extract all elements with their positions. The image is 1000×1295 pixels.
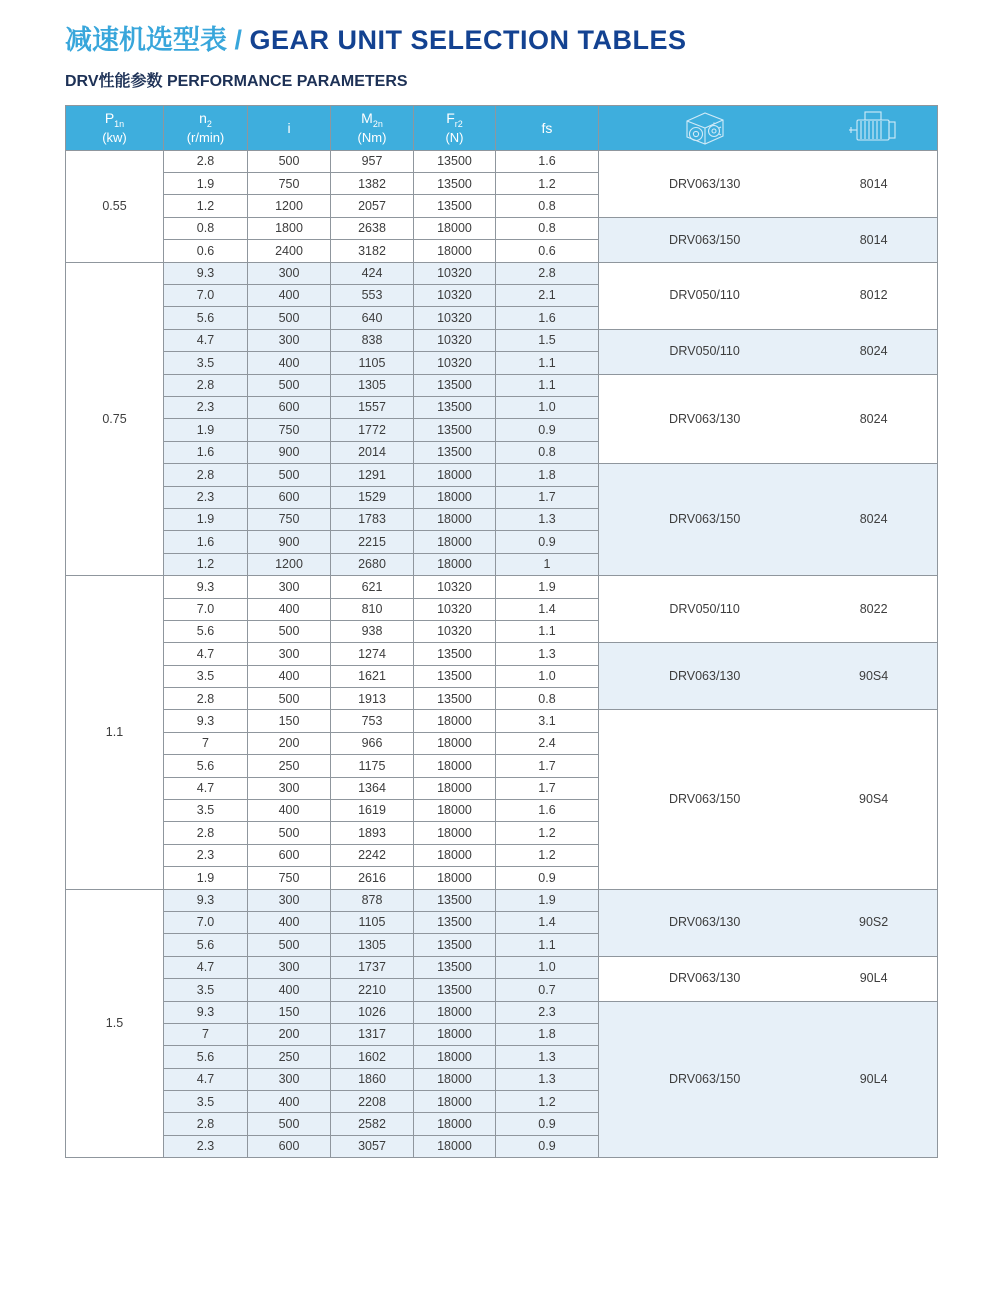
torque-cell: 938 (331, 620, 414, 642)
fs-cell: 2.4 (496, 732, 599, 754)
n2-cell: 2.3 (164, 486, 248, 508)
ratio-cell: 750 (248, 867, 331, 889)
fs-cell: 1.8 (496, 1023, 599, 1045)
n2-cell: 1.9 (164, 867, 248, 889)
force-cell: 18000 (414, 867, 496, 889)
fs-cell: 0.6 (496, 240, 599, 262)
torque-cell: 810 (331, 598, 414, 620)
force-cell: 13500 (414, 889, 496, 911)
torque-cell: 3182 (331, 240, 414, 262)
motor-size: 8014 (859, 232, 888, 247)
ratio-cell: 1200 (248, 553, 331, 575)
n2-cell: 1.6 (164, 441, 248, 463)
torque-cell: 1364 (331, 777, 414, 799)
motor-size: 8024 (859, 344, 888, 359)
fs-cell: 0.7 (496, 979, 599, 1001)
unit-selection-cell (599, 217, 938, 262)
ratio-cell: 900 (248, 441, 331, 463)
torque-cell: 1529 (331, 486, 414, 508)
force-cell: 18000 (414, 1135, 496, 1157)
force-cell: 10320 (414, 262, 496, 284)
unit-selection-cell (599, 889, 938, 956)
ratio-cell: 300 (248, 643, 331, 665)
force-cell: 13500 (414, 934, 496, 956)
ratio-cell: 400 (248, 979, 331, 1001)
force-cell: 13500 (414, 150, 496, 172)
gear-model: DRV050/110 (669, 601, 740, 616)
gear-selection-table (65, 105, 938, 1159)
ratio-cell: 300 (248, 576, 331, 598)
force-cell: 18000 (414, 844, 496, 866)
fs-cell: 1.4 (496, 598, 599, 620)
torque-cell: 2680 (331, 553, 414, 575)
torque-cell: 2210 (331, 979, 414, 1001)
n2-cell: 2.8 (164, 688, 248, 710)
force-cell: 13500 (414, 665, 496, 687)
fs-cell: 0.9 (496, 1135, 599, 1157)
motor-size: 90L4 (859, 1072, 888, 1087)
header-row (66, 105, 938, 150)
fs-cell: 0.9 (496, 531, 599, 553)
torque-cell: 2215 (331, 531, 414, 553)
torque-cell: 621 (331, 576, 414, 598)
n2-cell: 5.6 (164, 755, 248, 777)
fs-cell: 1.1 (496, 374, 599, 396)
ratio-cell: 500 (248, 464, 331, 486)
n2-cell: 9.3 (164, 710, 248, 732)
fs-cell: 1.7 (496, 486, 599, 508)
force-cell: 13500 (414, 441, 496, 463)
gear-model: DRV050/110 (669, 288, 740, 303)
fs-cell: 0.9 (496, 1113, 599, 1135)
torque-cell: 1913 (331, 688, 414, 710)
gear-model: DRV063/130 (668, 915, 741, 930)
unit-selection-cell (599, 464, 938, 576)
header-radial-force: $F_{r2}$ (N) (414, 105, 496, 150)
torque-cell: 424 (331, 262, 414, 284)
motor-size: 8024 (859, 512, 888, 527)
unit-selection-cell (599, 262, 938, 329)
fs-cell: 1.7 (496, 777, 599, 799)
table-row (66, 217, 938, 239)
motor-size: 8022 (859, 601, 888, 616)
gear-model: DRV063/150 (668, 512, 741, 527)
fs-cell: 1.3 (496, 1046, 599, 1068)
table-row (66, 150, 938, 172)
force-cell: 18000 (414, 217, 496, 239)
fs-cell: 0.8 (496, 688, 599, 710)
torque-cell: 966 (331, 732, 414, 754)
motor-size: 90S4 (859, 792, 889, 807)
ratio-cell: 300 (248, 262, 331, 284)
header-ratio: i (248, 105, 331, 150)
n2-cell: 5.6 (164, 620, 248, 642)
motor-size: 8024 (859, 411, 888, 426)
n2-cell: 7.0 (164, 285, 248, 307)
fs-cell: 1.1 (496, 620, 599, 642)
force-cell: 18000 (414, 710, 496, 732)
n2-cell: 9.3 (164, 262, 248, 284)
table-row (66, 329, 938, 351)
table-row (66, 464, 938, 486)
force-cell: 13500 (414, 396, 496, 418)
force-cell: 18000 (414, 553, 496, 575)
n2-cell: 4.7 (164, 956, 248, 978)
gear-model: DRV063/130 (668, 176, 741, 191)
fs-cell: 1.2 (496, 822, 599, 844)
fs-cell: 0.8 (496, 195, 599, 217)
fs-cell: 1.0 (496, 396, 599, 418)
torque-cell: 640 (331, 307, 414, 329)
header-speed: $n_2$ (r/min) (164, 105, 248, 150)
n2-cell: 0.6 (164, 240, 248, 262)
torque-cell: 2057 (331, 195, 414, 217)
force-cell: 13500 (414, 643, 496, 665)
fs-cell: 2.1 (496, 285, 599, 307)
n2-cell: 3.5 (164, 665, 248, 687)
fs-cell: 1.7 (496, 755, 599, 777)
ratio-cell: 1800 (248, 217, 331, 239)
motor-size: 90S4 (859, 669, 889, 684)
n2-cell: 2.3 (164, 844, 248, 866)
n2-cell: 7.0 (164, 911, 248, 933)
fs-cell: 1.4 (496, 911, 599, 933)
fs-cell: 1.9 (496, 576, 599, 598)
ratio-cell: 400 (248, 665, 331, 687)
n2-cell: 2.8 (164, 822, 248, 844)
fs-cell: 1.3 (496, 643, 599, 665)
ratio-cell: 900 (248, 531, 331, 553)
section-subtitle: DRV性能参数 PERFORMANCE PARAMETERS (65, 72, 408, 90)
force-cell: 18000 (414, 240, 496, 262)
n2-cell: 4.7 (164, 329, 248, 351)
force-cell: 13500 (414, 374, 496, 396)
n2-cell: 7 (164, 1023, 248, 1045)
table-row (66, 643, 938, 665)
page-title-chinese: 减速机选型表 / (65, 25, 250, 55)
torque-cell: 1305 (331, 374, 414, 396)
ratio-cell: 500 (248, 688, 331, 710)
fs-cell: 1.0 (496, 665, 599, 687)
ratio-cell: 400 (248, 598, 331, 620)
ratio-cell: 400 (248, 352, 331, 374)
force-cell: 13500 (414, 979, 496, 1001)
ratio-cell: 500 (248, 1113, 331, 1135)
page-title-english: GEAR UNIT SELECTION TABLES (249, 25, 687, 55)
page-title (65, 26, 937, 56)
table-row (66, 374, 938, 396)
ratio-cell: 600 (248, 396, 331, 418)
ratio-cell: 400 (248, 911, 331, 933)
unit-selection-cell (599, 150, 938, 217)
gear-model: DRV063/130 (668, 411, 741, 426)
torque-cell: 1860 (331, 1068, 414, 1090)
n2-cell: 2.8 (164, 1113, 248, 1135)
n2-cell: 4.7 (164, 643, 248, 665)
n2-cell: 2.3 (164, 1135, 248, 1157)
header-service-factor: fs (496, 105, 599, 150)
ratio-cell: 600 (248, 486, 331, 508)
fs-cell: 1.6 (496, 150, 599, 172)
power-cell: 1.1 (66, 576, 164, 889)
n2-cell: 2.8 (164, 150, 248, 172)
torque-cell: 838 (331, 329, 414, 351)
force-cell: 10320 (414, 598, 496, 620)
torque-cell: 1783 (331, 508, 414, 530)
ratio-cell: 500 (248, 374, 331, 396)
torque-cell: 1175 (331, 755, 414, 777)
fs-cell: 1.1 (496, 934, 599, 956)
n2-cell: 5.6 (164, 934, 248, 956)
fs-cell: 1.9 (496, 889, 599, 911)
n2-cell: 5.6 (164, 307, 248, 329)
table-row (66, 1001, 938, 1023)
torque-cell: 2014 (331, 441, 414, 463)
fs-cell: 1.5 (496, 329, 599, 351)
torque-cell: 1893 (331, 822, 414, 844)
ratio-cell: 250 (248, 1046, 331, 1068)
fs-cell: 1.2 (496, 173, 599, 195)
unit-selection-cell (599, 643, 938, 710)
torque-cell: 1317 (331, 1023, 414, 1045)
n2-cell: 1.2 (164, 195, 248, 217)
force-cell: 10320 (414, 620, 496, 642)
ratio-cell: 500 (248, 150, 331, 172)
motor-size: 90L4 (859, 971, 888, 986)
ratio-cell: 150 (248, 1001, 331, 1023)
n2-cell: 7 (164, 732, 248, 754)
force-cell: 13500 (414, 173, 496, 195)
n2-cell: 2.8 (164, 374, 248, 396)
force-cell: 18000 (414, 486, 496, 508)
fs-cell: 2.8 (496, 262, 599, 284)
header-power: $P_{1n}$ (kw) (66, 105, 164, 150)
torque-cell: 1026 (331, 1001, 414, 1023)
n2-cell: 3.5 (164, 979, 248, 1001)
n2-cell: 3.5 (164, 1091, 248, 1113)
torque-cell: 553 (331, 285, 414, 307)
table-row (66, 889, 938, 911)
unit-selection-cell (599, 576, 938, 643)
table-row (66, 262, 938, 284)
header-torque: $M_{2n}$ (Nm) (331, 105, 414, 150)
force-cell: 18000 (414, 1046, 496, 1068)
force-cell: 18000 (414, 531, 496, 553)
torque-cell: 2582 (331, 1113, 414, 1135)
fs-cell: 1.8 (496, 464, 599, 486)
force-cell: 18000 (414, 508, 496, 530)
table-row (66, 710, 938, 732)
ratio-cell: 250 (248, 755, 331, 777)
ratio-cell: 750 (248, 173, 331, 195)
unit-selection-cell (599, 1001, 938, 1158)
n2-cell: 1.9 (164, 419, 248, 441)
fs-cell: 0.8 (496, 217, 599, 239)
torque-cell: 1105 (331, 352, 414, 374)
torque-cell: 1382 (331, 173, 414, 195)
force-cell: 13500 (414, 419, 496, 441)
fs-cell: 0.8 (496, 441, 599, 463)
n2-cell: 4.7 (164, 777, 248, 799)
force-cell: 18000 (414, 822, 496, 844)
n2-cell: 9.3 (164, 1001, 248, 1023)
force-cell: 18000 (414, 1113, 496, 1135)
ratio-cell: 300 (248, 1068, 331, 1090)
torque-cell: 1557 (331, 396, 414, 418)
ratio-cell: 600 (248, 844, 331, 866)
gearbox-icon (599, 107, 810, 149)
force-cell: 18000 (414, 755, 496, 777)
power-cell: 1.5 (66, 889, 164, 1158)
force-cell: 18000 (414, 1068, 496, 1090)
torque-cell: 1305 (331, 934, 414, 956)
n2-cell: 9.3 (164, 889, 248, 911)
header-unit-images (599, 105, 938, 150)
force-cell: 18000 (414, 464, 496, 486)
torque-cell: 1772 (331, 419, 414, 441)
force-cell: 10320 (414, 285, 496, 307)
motor-size: 8014 (859, 176, 888, 191)
force-cell: 18000 (414, 1001, 496, 1023)
unit-selection-cell (599, 329, 938, 374)
ratio-cell: 750 (248, 419, 331, 441)
fs-cell: 2.3 (496, 1001, 599, 1023)
ratio-cell: 200 (248, 1023, 331, 1045)
torque-cell: 1737 (331, 956, 414, 978)
ratio-cell: 300 (248, 777, 331, 799)
force-cell: 13500 (414, 195, 496, 217)
ratio-cell: 500 (248, 307, 331, 329)
torque-cell: 1602 (331, 1046, 414, 1068)
force-cell: 13500 (414, 911, 496, 933)
fs-cell: 1.3 (496, 1068, 599, 1090)
gear-model: DRV063/150 (668, 1072, 741, 1087)
ratio-cell: 300 (248, 329, 331, 351)
ratio-cell: 500 (248, 822, 331, 844)
motor-size: 90S2 (859, 915, 889, 930)
n2-cell: 2.3 (164, 396, 248, 418)
fs-cell: 1 (496, 553, 599, 575)
fs-cell: 1.2 (496, 844, 599, 866)
n2-cell: 2.8 (164, 464, 248, 486)
ratio-cell: 200 (248, 732, 331, 754)
force-cell: 10320 (414, 352, 496, 374)
force-cell: 18000 (414, 1023, 496, 1045)
force-cell: 18000 (414, 777, 496, 799)
n2-cell: 1.9 (164, 173, 248, 195)
ratio-cell: 600 (248, 1135, 331, 1157)
ratio-cell: 500 (248, 620, 331, 642)
motor-size: 8012 (859, 288, 888, 303)
force-cell: 18000 (414, 800, 496, 822)
torque-cell: 1621 (331, 665, 414, 687)
force-cell: 10320 (414, 329, 496, 351)
n2-cell: 7.0 (164, 598, 248, 620)
gear-model: DRV050/110 (669, 344, 740, 359)
unit-selection-cell (599, 956, 938, 1001)
torque-cell: 1619 (331, 800, 414, 822)
torque-cell: 2638 (331, 217, 414, 239)
n2-cell: 3.5 (164, 352, 248, 374)
ratio-cell: 400 (248, 1091, 331, 1113)
n2-cell: 1.2 (164, 553, 248, 575)
torque-cell: 957 (331, 150, 414, 172)
fs-cell: 0.9 (496, 419, 599, 441)
gear-model: DRV063/150 (668, 792, 741, 807)
fs-cell: 1.3 (496, 508, 599, 530)
unit-selection-cell (599, 374, 938, 464)
n2-cell: 5.6 (164, 1046, 248, 1068)
motor-icon (810, 108, 937, 148)
ratio-cell: 300 (248, 889, 331, 911)
n2-cell: 9.3 (164, 576, 248, 598)
fs-cell: 1.1 (496, 352, 599, 374)
gear-model: DRV063/130 (668, 669, 741, 684)
force-cell: 18000 (414, 1091, 496, 1113)
force-cell: 13500 (414, 688, 496, 710)
n2-cell: 4.7 (164, 1068, 248, 1090)
power-cell: 0.55 (66, 150, 164, 262)
gear-model: DRV063/150 (668, 232, 741, 247)
unit-selection-cell (599, 710, 938, 889)
fs-cell: 1.0 (496, 956, 599, 978)
ratio-cell: 400 (248, 285, 331, 307)
fs-cell: 0.9 (496, 867, 599, 889)
torque-cell: 2616 (331, 867, 414, 889)
torque-cell: 2242 (331, 844, 414, 866)
ratio-cell: 150 (248, 710, 331, 732)
gear-model: DRV063/130 (668, 971, 741, 986)
force-cell: 10320 (414, 307, 496, 329)
fs-cell: 3.1 (496, 710, 599, 732)
torque-cell: 878 (331, 889, 414, 911)
torque-cell: 1274 (331, 643, 414, 665)
power-cell: 0.75 (66, 262, 164, 575)
ratio-cell: 1200 (248, 195, 331, 217)
ratio-cell: 2400 (248, 240, 331, 262)
force-cell: 10320 (414, 576, 496, 598)
force-cell: 13500 (414, 956, 496, 978)
torque-cell: 2208 (331, 1091, 414, 1113)
n2-cell: 1.9 (164, 508, 248, 530)
fs-cell: 1.6 (496, 800, 599, 822)
ratio-cell: 750 (248, 508, 331, 530)
torque-cell: 753 (331, 710, 414, 732)
fs-cell: 1.2 (496, 1091, 599, 1113)
ratio-cell: 300 (248, 956, 331, 978)
n2-cell: 0.8 (164, 217, 248, 239)
n2-cell: 1.6 (164, 531, 248, 553)
fs-cell: 1.6 (496, 307, 599, 329)
force-cell: 18000 (414, 732, 496, 754)
table-row (66, 576, 938, 598)
torque-cell: 3057 (331, 1135, 414, 1157)
ratio-cell: 400 (248, 800, 331, 822)
ratio-cell: 500 (248, 934, 331, 956)
table-row (66, 956, 938, 978)
torque-cell: 1291 (331, 464, 414, 486)
n2-cell: 3.5 (164, 800, 248, 822)
torque-cell: 1105 (331, 911, 414, 933)
